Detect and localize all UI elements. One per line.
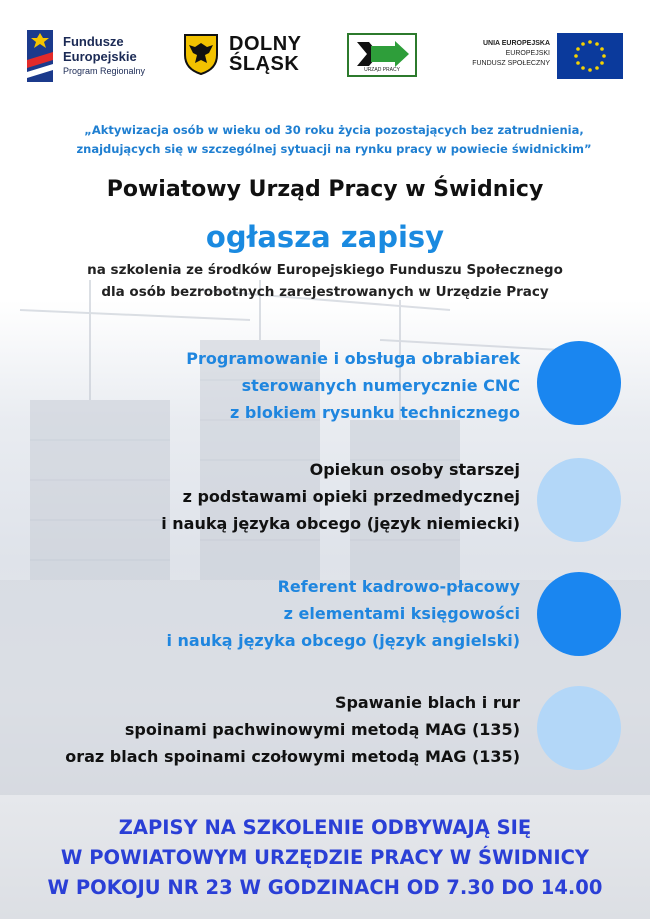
ds-logo-line2: ŚLĄSK <box>229 53 300 75</box>
course-line: spoinami pachwinowymi metodą MAG (135) <box>124 720 520 739</box>
arrow-logo-icon <box>349 38 415 70</box>
course-caregiver <box>0 456 520 537</box>
registration-info <box>0 813 650 903</box>
funding-subtitle <box>0 259 650 303</box>
course-line: i nauką języka obcego (język angielski) <box>166 631 520 650</box>
course-line: z podstawami opieki przedmedycznej <box>182 487 520 506</box>
course-cnc <box>20 345 520 426</box>
unia-europejska-logo <box>450 33 624 79</box>
subtitle-line2: dla osób bezrobotnych zarejestrowanych w Urzędzie Pracy <box>101 284 549 300</box>
ue-logo-line3: FUNDUSZ SPOŁECZNY <box>472 60 550 67</box>
ue-logo-line2: EUROPEJSKI <box>505 50 550 57</box>
urzad-pracy-logo <box>347 33 417 77</box>
course-line: i nauką języka obcego (język niemiecki) <box>161 514 520 533</box>
fe-flag-icon <box>27 30 53 82</box>
course-welding <box>0 689 520 770</box>
course-bullet-circle <box>537 341 621 425</box>
project-title-line1: „Aktywizacja osób w wieku od 30 roku życia pozostających bez zatrudnienia, <box>84 123 584 137</box>
fe-logo-line2: Europejskie <box>63 49 137 64</box>
registration-line2: W POWIATOWYM URZĘDZIE PRACY W ŚWIDNICY <box>60 846 590 869</box>
dolny-slask-logo <box>183 33 313 77</box>
registration-line3: W POKOJU NR 23 W GODZINACH OD 7.30 DO 14.00 <box>47 876 603 899</box>
project-title <box>30 121 638 159</box>
office-heading: Powiatowy Urząd Pracy w Świdnicy <box>106 177 544 202</box>
course-line: Opiekun osoby starszej <box>309 460 520 479</box>
eu-flag-icon <box>557 33 623 79</box>
registration-line1: ZAPISY NA SZKOLENIE ODBYWAJĄ SIĘ <box>118 816 532 839</box>
course-line: oraz blach spoinami czołowymi metodą MAG (135) <box>65 747 520 766</box>
course-bullet-circle <box>537 686 621 770</box>
course-line: Referent kadrowo-płacowy <box>277 577 520 596</box>
course-line: sterowanych numerycznie CNC <box>241 376 520 395</box>
announcement-heading: ogłasza zapisy <box>205 220 445 254</box>
urzad-pracy-label: URZĄD PRACY <box>364 67 400 73</box>
course-hr-payroll <box>0 573 520 654</box>
ds-logo-line1: DOLNY <box>229 33 302 55</box>
course-line: z blokiem rysunku technicznego <box>230 403 520 422</box>
course-line: Programowanie i obsługa obrabiarek <box>186 349 520 368</box>
course-bullet-circle <box>537 572 621 656</box>
ue-logo-line1: UNIA EUROPEJSKA <box>482 40 550 47</box>
subtitle-line1: na szkolenia ze środków Europejskiego Funduszu Społecznego <box>87 262 563 278</box>
fe-logo-line1: Fundusze <box>63 34 124 49</box>
course-line: z elementami księgowości <box>283 604 520 623</box>
fe-logo-line3: Program Regionalny <box>63 66 146 76</box>
course-line: Spawanie blach i rur <box>334 693 520 712</box>
course-bullet-circle <box>537 458 621 542</box>
logo-bar <box>0 0 650 102</box>
fundusze-europejskie-logo <box>27 30 167 82</box>
eagle-shield-icon <box>183 33 219 75</box>
project-title-line2: znajdujących się w szczególnej sytuacji na rynku pracy w powiecie świdnickim” <box>76 142 592 156</box>
